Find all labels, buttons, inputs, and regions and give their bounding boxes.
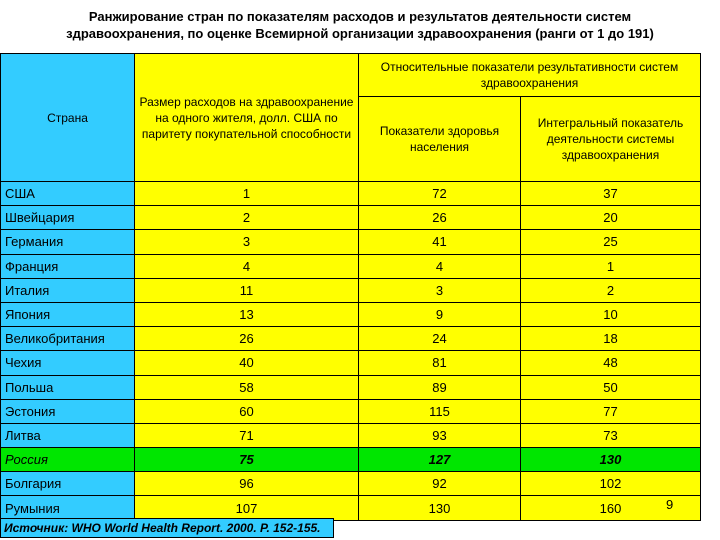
country-cell: США	[1, 182, 135, 206]
integral-rank-cell: 160	[521, 496, 701, 520]
country-cell: Польша	[1, 375, 135, 399]
spending-rank-cell: 96	[135, 472, 359, 496]
table-row	[1, 230, 701, 254]
spending-rank-cell: 71	[135, 423, 359, 447]
spending-rank-cell: 4	[135, 254, 359, 278]
table-body	[1, 182, 701, 521]
title-line-1: Ранжирование стран по показателям расходов и результатов деятельности систем	[88, 9, 632, 24]
integral-rank-cell: 2	[521, 278, 701, 302]
country-cell: Чехия	[1, 351, 135, 375]
spending-rank-cell: 26	[135, 327, 359, 351]
country-cell: Швейцария	[1, 206, 135, 230]
integral-rank-cell: 18	[521, 327, 701, 351]
country-cell: Литва	[1, 423, 135, 447]
header-country: Страна	[1, 54, 135, 182]
table-row	[1, 254, 701, 278]
country-cell: Эстония	[1, 399, 135, 423]
integral-rank-cell: 77	[521, 399, 701, 423]
integral-rank-cell: 50	[521, 375, 701, 399]
health-rank-cell: 127	[359, 448, 521, 472]
country-cell: Германия	[1, 230, 135, 254]
spending-rank-cell: 1	[135, 182, 359, 206]
table-row	[1, 182, 701, 206]
health-rank-cell: 4	[359, 254, 521, 278]
integral-rank-cell: 73	[521, 423, 701, 447]
integral-rank-cell: 10	[521, 302, 701, 326]
table-row	[1, 375, 701, 399]
table-row	[1, 278, 701, 302]
integral-rank-cell: 102	[521, 472, 701, 496]
spending-rank-cell: 107	[135, 496, 359, 520]
integral-rank-cell: 48	[521, 351, 701, 375]
ranking-table	[0, 53, 701, 521]
spending-rank-cell: 3	[135, 230, 359, 254]
title-line-2: здравоохранения, по оценке Всемирной организации здравоохранения (ранги от 1 до 191)	[66, 26, 654, 41]
page-number: 9	[666, 497, 674, 512]
health-rank-cell: 24	[359, 327, 521, 351]
country-cell: Россия	[1, 448, 135, 472]
spending-rank-cell: 58	[135, 375, 359, 399]
health-rank-cell: 81	[359, 351, 521, 375]
health-rank-cell: 89	[359, 375, 521, 399]
country-cell: Япония	[1, 302, 135, 326]
health-rank-cell: 93	[359, 423, 521, 447]
table-row	[1, 399, 701, 423]
table-row	[1, 423, 701, 447]
country-cell: Румыния	[1, 496, 135, 520]
health-rank-cell: 3	[359, 278, 521, 302]
spending-rank-cell: 13	[135, 302, 359, 326]
spending-rank-cell: 60	[135, 399, 359, 423]
health-rank-cell: 72	[359, 182, 521, 206]
country-cell: Италия	[1, 278, 135, 302]
table-row	[1, 472, 701, 496]
integral-rank-cell: 37	[521, 182, 701, 206]
table-row	[1, 351, 701, 375]
table-row	[1, 448, 701, 472]
country-cell: Франция	[1, 254, 135, 278]
integral-rank-cell: 130	[521, 448, 701, 472]
header-health: Показатели здоровья населения	[359, 97, 521, 182]
header-integral: Интегральный показатель деятельности системы здравоохранения	[521, 97, 701, 182]
spending-rank-cell: 75	[135, 448, 359, 472]
health-rank-cell: 41	[359, 230, 521, 254]
health-rank-cell: 115	[359, 399, 521, 423]
country-cell: Великобритания	[1, 327, 135, 351]
integral-rank-cell: 1	[521, 254, 701, 278]
table-row	[1, 206, 701, 230]
slide-title	[0, 8, 720, 42]
spending-rank-cell: 40	[135, 351, 359, 375]
country-cell: Болгария	[1, 472, 135, 496]
integral-rank-cell: 25	[521, 230, 701, 254]
spending-rank-cell: 2	[135, 206, 359, 230]
table-row	[1, 496, 701, 520]
source-note: Источник: WHO World Health Report. 2000. P. 152-155.	[0, 518, 334, 538]
health-rank-cell: 26	[359, 206, 521, 230]
spending-rank-cell: 11	[135, 278, 359, 302]
header-spending: Размер расходов на здравоохранение на одного жителя, долл. США по паритету покупательной способности	[135, 54, 359, 182]
table-row	[1, 327, 701, 351]
header-relative-group: Относительные показатели результативности систем здравоохранения	[359, 54, 701, 97]
health-rank-cell: 130	[359, 496, 521, 520]
table-row	[1, 302, 701, 326]
health-rank-cell: 9	[359, 302, 521, 326]
integral-rank-cell: 20	[521, 206, 701, 230]
health-rank-cell: 92	[359, 472, 521, 496]
